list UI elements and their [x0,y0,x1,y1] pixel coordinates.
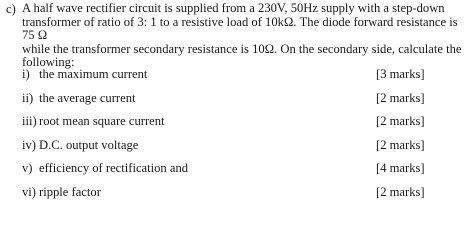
sub-question [22,114,452,138]
sub-question-text: D.C. output voltage [39,137,139,152]
sub-question-number: iv) [22,137,36,152]
stem-line: transformer of ratio of 3: 1 to a resistive load of 10kΩ. The diode forward resistance is 75 Ω [22,14,458,43]
marks-label: [2 marks] [376,184,425,199]
sub-question-text: efficiency of rectification and [39,161,189,175]
stem-line: while the transformer secondary resistance is 10Ω. On the secondary side, calculate the [22,41,462,56]
question-label: c) [6,2,16,16]
marks-label: [2 marks] [376,90,425,105]
stem-line: A half wave rectifier circuit is supplied from a 230V, 50Hz supply with a step-down [22,1,445,15]
sub-question-text: the maximum current [39,67,148,81]
sub-question [22,91,452,115]
sub-question-number: ii) [22,90,34,105]
sub-question-text: root mean square current [39,114,165,128]
sub-question-number: v) [22,161,33,175]
sub-question-number: i) [22,67,30,81]
sub-question [22,185,452,209]
marks-label: [3 marks] [376,67,425,81]
marks-label: [2 marks] [376,114,425,128]
question-stem [22,2,462,70]
sub-question-number: iii) [22,114,37,128]
sub-question [22,67,452,91]
sub-question-number: vi) [22,184,36,199]
stem-line: following: [22,55,75,70]
sub-question [22,161,452,185]
sub-question-list [22,67,452,208]
marks-label: [4 marks] [376,161,425,175]
sub-question-text: the average current [39,90,136,105]
sub-question-text: ripple factor [39,184,101,199]
marks-label: [2 marks] [376,137,425,152]
sub-question [22,138,452,162]
